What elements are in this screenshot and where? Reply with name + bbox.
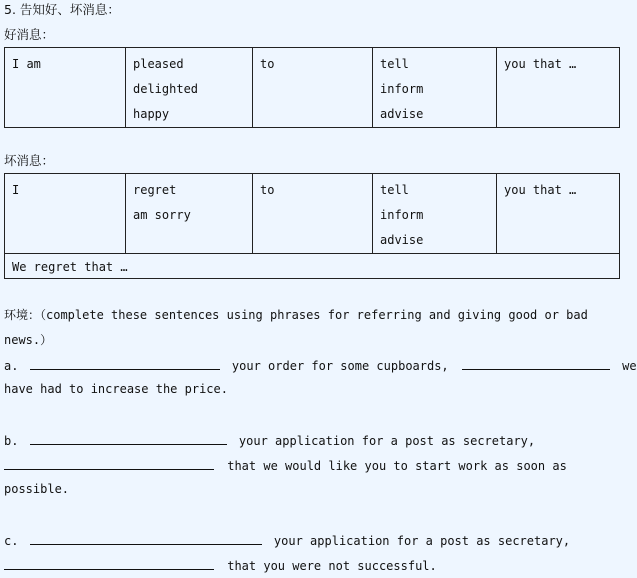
bad-news-verb: tell <box>380 183 409 197</box>
exercise-b-text1: your application for a post as secretary, <box>238 434 536 448</box>
good-news-adjective: pleased <box>133 57 184 71</box>
bad-news-cell-object <box>497 174 620 254</box>
good-news-cell-subject <box>5 48 126 128</box>
bad-news-footer-text: We regret that … <box>12 260 128 274</box>
good-news-table <box>4 47 620 128</box>
bad-news-object: you that … <box>504 183 577 197</box>
good-news-verb: tell <box>380 57 409 71</box>
exercise-c-line1 <box>4 532 570 548</box>
bad-news-cell-verbs <box>373 174 497 254</box>
exercise-c-blank-1[interactable] <box>30 532 262 545</box>
good-news-cell-adjectives <box>126 48 253 128</box>
good-news-cell-object <box>497 48 620 128</box>
exercise-a-text1: your order for some cupboards, <box>231 359 449 373</box>
bad-news-cell-adjectives <box>126 174 253 254</box>
exercise-b-line1 <box>4 432 535 448</box>
exercise-c-text1: your application for a post as secretary, <box>273 534 571 548</box>
exercise-a-blank-2[interactable] <box>462 357 610 370</box>
exercise-a-label: a. <box>4 359 19 373</box>
exercise-a-text2: we <box>622 359 637 373</box>
good-news-cell-to <box>253 48 373 128</box>
good-news-cell-verbs <box>373 48 497 128</box>
good-news-to: to <box>260 57 275 71</box>
exercise-c-line2 <box>4 557 437 573</box>
exercise-intro-line1: 环境：（complete these sentences using phrases for referring and giving good or bad <box>4 308 588 322</box>
exercise-a-line1 <box>4 357 637 373</box>
bad-news-footer-row <box>5 254 620 279</box>
bad-news-adjective: regret <box>133 183 177 197</box>
section-heading: 5. 告知好、坏消息： <box>4 2 120 17</box>
bad-news-to: to <box>260 183 275 197</box>
bad-news-cell-subject <box>5 174 126 254</box>
bad-news-adjective: am sorry <box>133 208 191 222</box>
good-news-verb: inform <box>380 82 424 96</box>
exercise-b-label: b. <box>4 434 19 448</box>
exercise-b-line3: possible. <box>4 482 70 496</box>
exercise-b-line2 <box>4 457 567 473</box>
exercise-c-text2: that you were not successful. <box>227 559 437 573</box>
exercise-b-blank-2[interactable] <box>4 457 214 470</box>
exercise-a-blank-1[interactable] <box>30 357 220 370</box>
good-news-verb: advise <box>380 107 424 121</box>
good-news-subject: I am <box>12 57 41 71</box>
bad-news-verb: inform <box>380 208 424 222</box>
exercise-intro-line2: news.） <box>4 333 53 347</box>
exercise-b-blank-1[interactable] <box>30 432 227 445</box>
bad-news-verb: advise <box>380 233 424 247</box>
bad-news-label: 坏消息： <box>4 153 55 168</box>
exercise-a-line2: have had to increase the price. <box>4 382 228 396</box>
good-news-adjective: happy <box>133 107 170 121</box>
bad-news-subject: I <box>12 183 20 197</box>
exercise-b-text2: that we would like you to start work as soon as <box>227 459 567 473</box>
good-news-object: you that … <box>504 57 577 71</box>
good-news-label: 好消息： <box>4 27 55 42</box>
exercise-c-blank-2[interactable] <box>4 557 214 570</box>
exercise-c-label: c. <box>4 534 19 548</box>
bad-news-table <box>4 173 620 279</box>
bad-news-cell-to <box>253 174 373 254</box>
good-news-adjective: delighted <box>133 82 199 96</box>
